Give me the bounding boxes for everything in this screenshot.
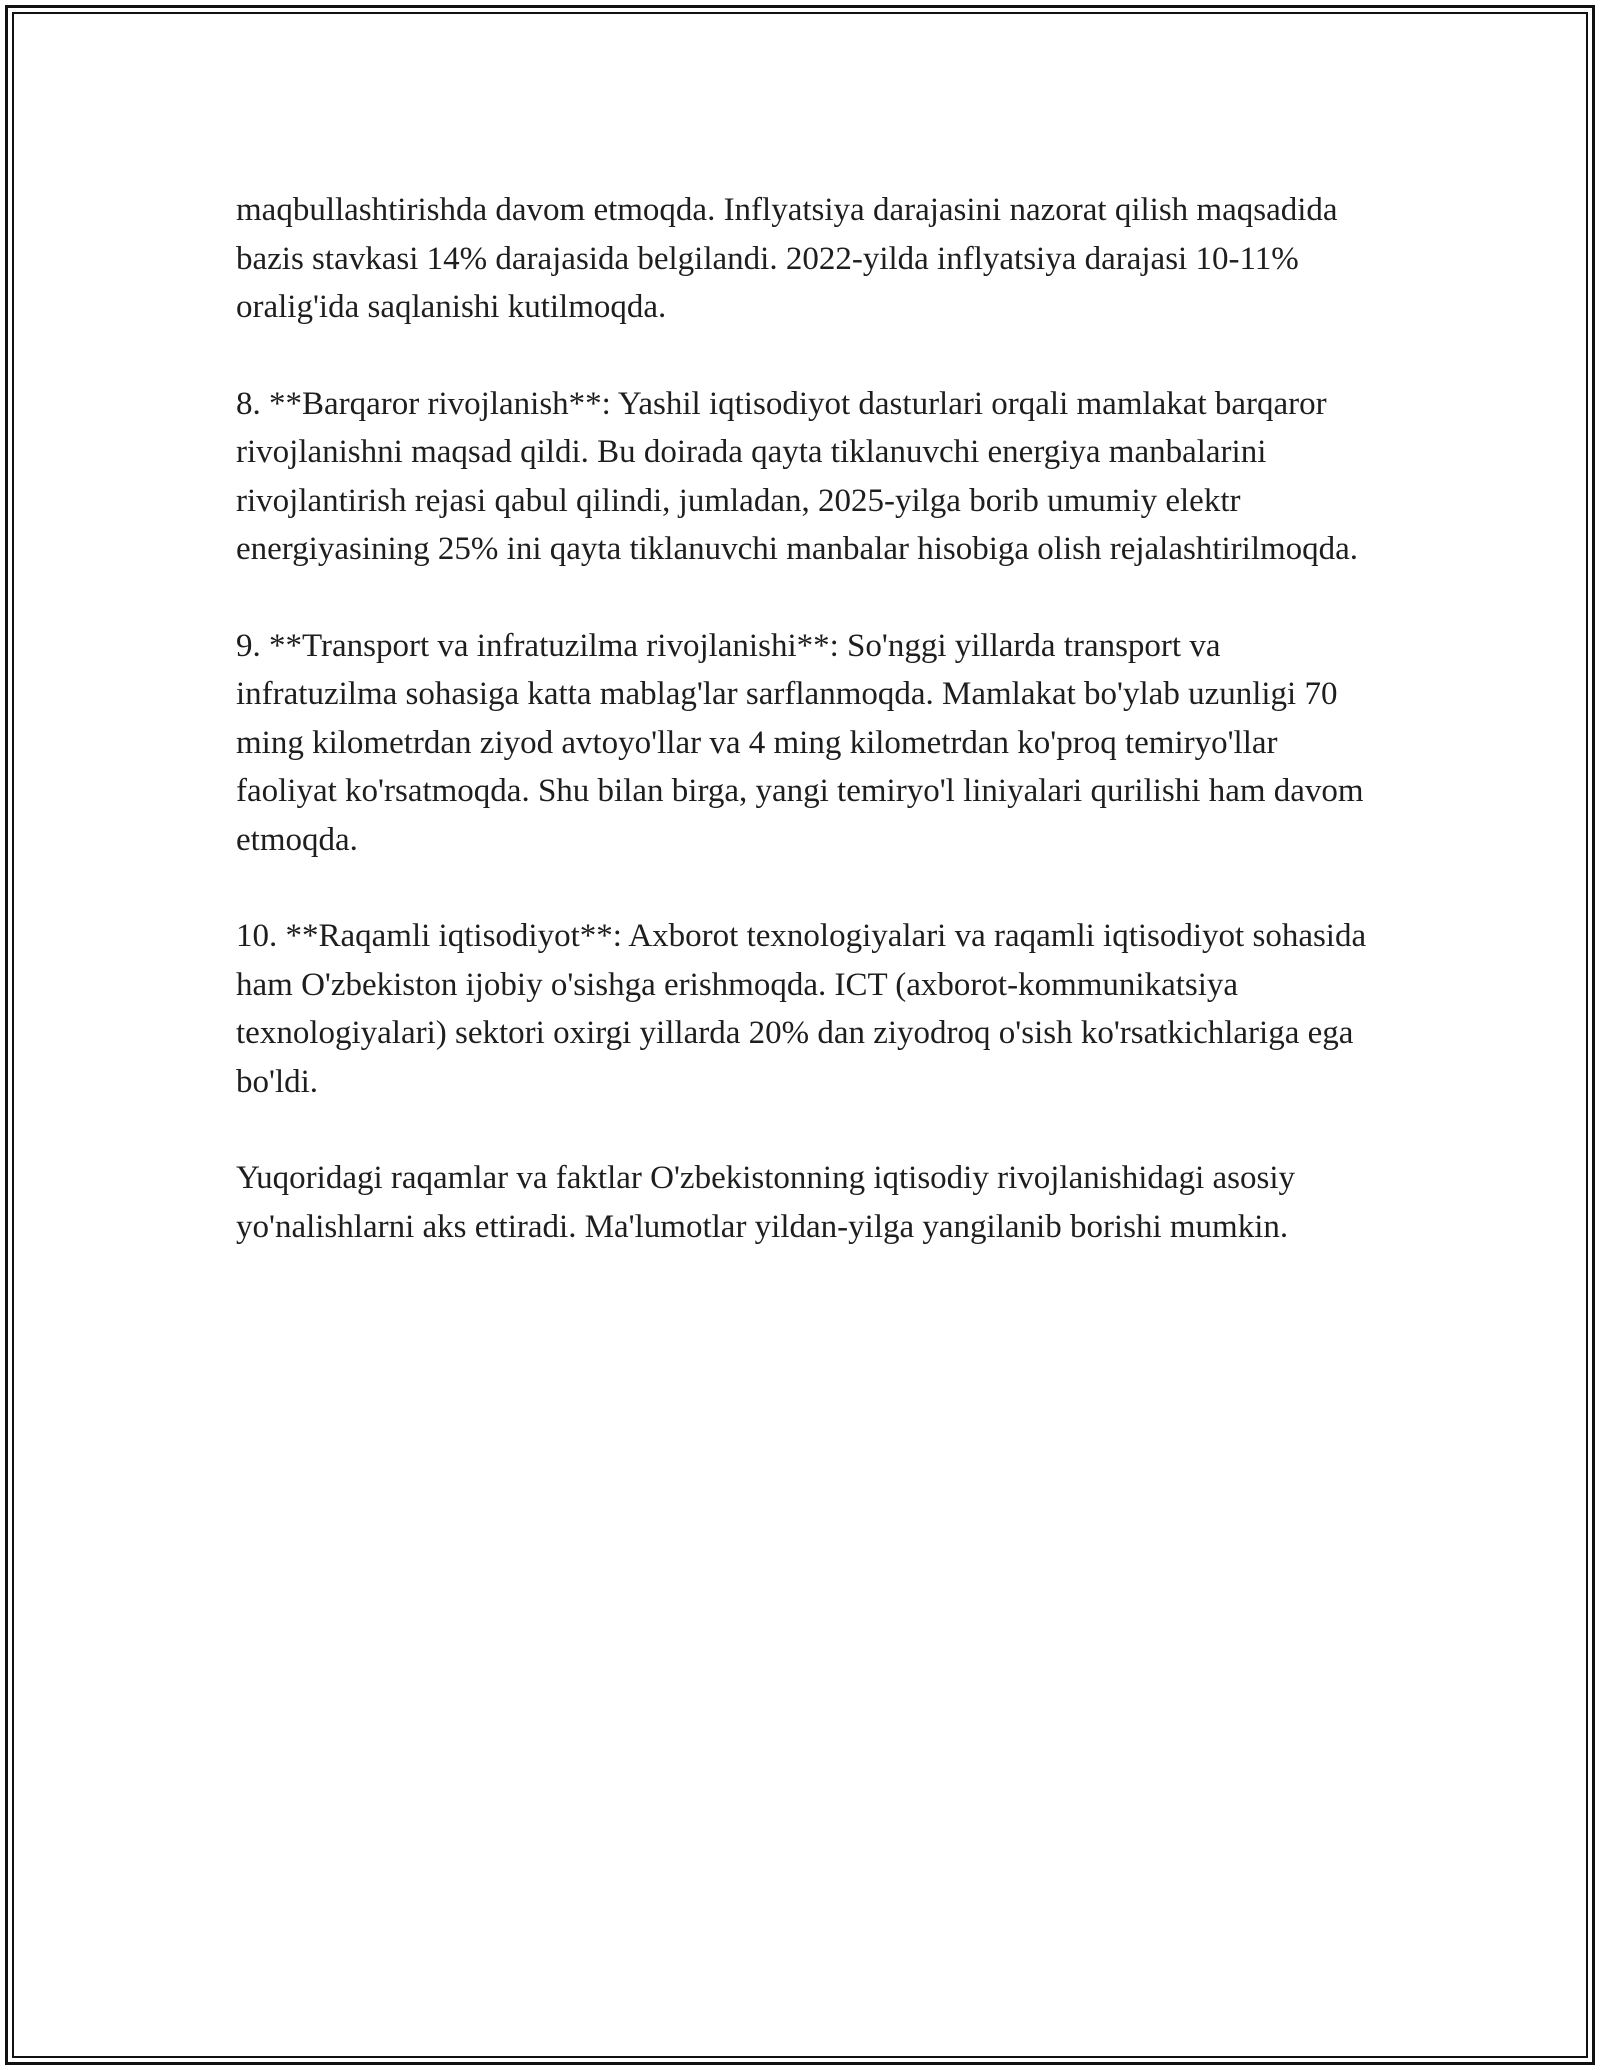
- paragraph-sustainable-development: 8. **Barqaror rivojlanish**: Yashil iqtisodiyot dasturlari orqali mamlakat barqaror rivojlanishni maqsad qildi. Bu doirada qayta tiklanuvchi energiya manbalarini rivojlantirish rejasi qabul qilindi, jumladan, 2025-yilga borib umumiy elektr energiyasining 25% ini qayta tiklanuvchi manbalar hisobiga olish rejalashtirilmoqda.: [236, 385, 1359, 567]
- paragraph-transport-infrastructure: 9. **Transport va infratuzilma rivojlanishi**: So'nggi yillarda transport va infratuzilma sohasiga katta mablag'lar sarflanmoqda. Mamlakat bo'ylab uzunligi 70 ming kilometrdan ziyod avtoyo'llar va 4 ming kilometrdan ko'proq temiryo'llar faoliyat ko'rsatmoqda. Shu bilan birga, yangi temiryo'l liniyalari qurilishi ham davom etmoqda.: [236, 627, 1364, 858]
- paragraph-digital-economy: 10. **Raqamli iqtisodiyot**: Axborot texnologiyalari va raqamli iqtisodiyot sohasida ham O'zbekiston ijobiy o'sishga erishmoqda. ICT (axborot-kommunikatsiya texnologiyalari) sektori oxirgi yillarda 20% dan ziyodroq o'sish ko'rsatkichlariga ega bo'ldi.: [236, 918, 1367, 1100]
- paragraph-conclusion: Yuqoridagi raqamlar va faktlar O'zbekistonning iqtisodiy rivojlanishidagi asosiy yo'nalishlarni aks ettiradi. Ma'lumotlar yildan-yilga yangilanib borishi mumkin.: [236, 1160, 1295, 1245]
- paragraph-inflation: maqbullashtirishda davom etmoqda. Inflyatsiya darajasini nazorat qilish maqsadida bazis stavkasi 14% darajasida belgilandi. 2022-yilda inflyatsiya darajasi 10-11% oralig'ida saqlanishi kutilmoqda.: [236, 192, 1338, 325]
- document-body: [236, 186, 1376, 1251]
